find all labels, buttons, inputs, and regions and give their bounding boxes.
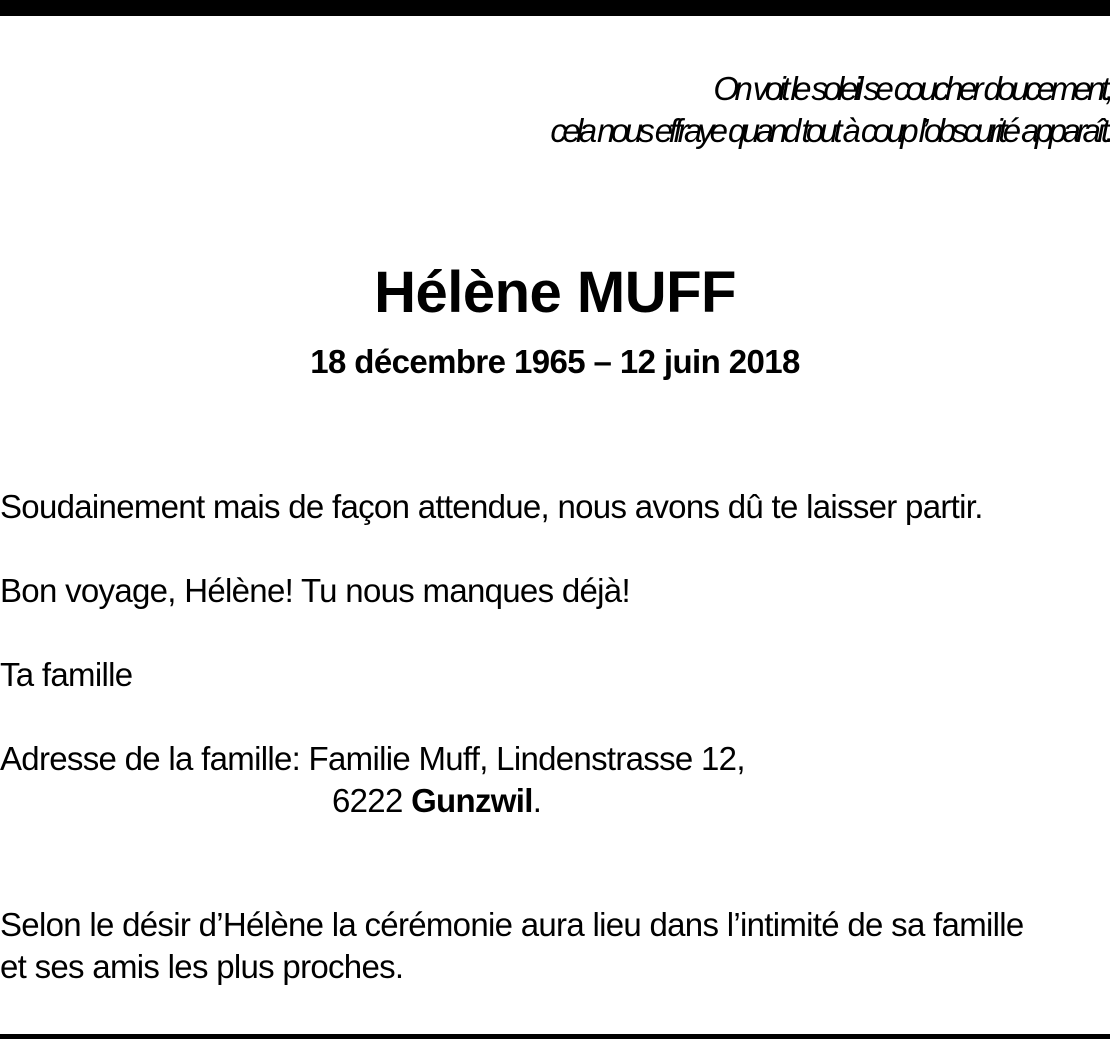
bottom-border-rule	[0, 1034, 1110, 1039]
address-city: Gunzwil	[411, 782, 533, 819]
address-postcode: 6222	[332, 782, 403, 819]
quote-line-1: On voit le soleil se coucher doucement,	[713, 70, 1110, 107]
ceremony-line-2: et ses amis les plus proches.	[0, 948, 404, 985]
top-border-rule	[0, 0, 1110, 16]
family-address-line: Adresse de la famille: Familie Muff, Lindenstrasse 12,	[0, 740, 745, 777]
signature-text: Ta famille	[0, 656, 133, 693]
greeting-text: Bon voyage, Hélène! Tu nous manques déjà!	[0, 572, 630, 609]
family-address-city-line	[332, 780, 541, 822]
quote-line-2: cela nous effraye quand tout à coup l’obscurité apparaît.	[550, 112, 1110, 149]
epigraph-quote	[110, 68, 1110, 152]
life-dates: 18 décembre 1965 – 12 juin 2018	[310, 343, 800, 380]
farewell-text: Soudainement mais de façon attendue, nous avons dû te laisser partir.	[0, 488, 983, 525]
address-period: .	[532, 782, 542, 819]
ceremony-line-1: Selon le désir d’Hélène la cérémonie aura lieu dans l’intimité de sa famille	[0, 906, 1024, 943]
deceased-name: Hélène MUFF	[374, 260, 736, 325]
